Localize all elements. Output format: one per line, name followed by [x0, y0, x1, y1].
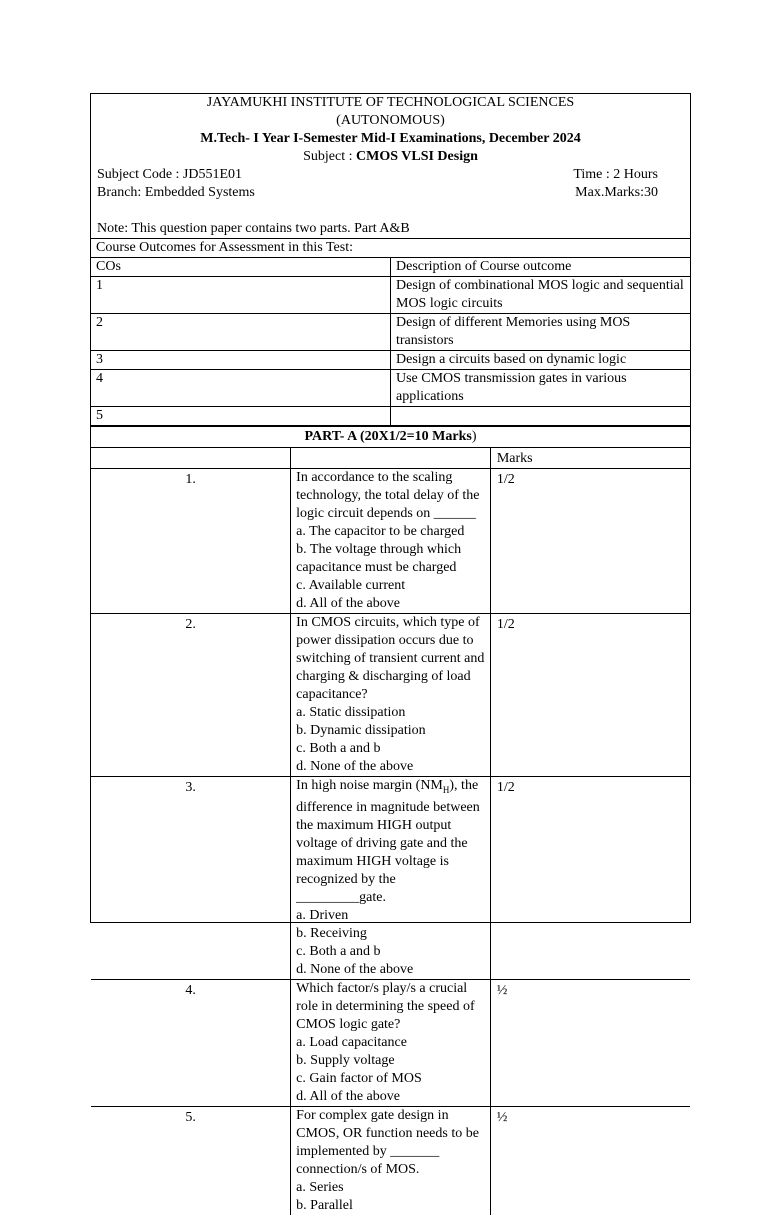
question-number: 3.: [91, 777, 291, 980]
branch-marks-row: [97, 184, 684, 202]
option: d. All of the above: [296, 1088, 400, 1104]
exam-time: Time : 2 Hours: [573, 167, 658, 182]
subject-line: [97, 148, 684, 166]
question-row: [91, 1106, 690, 1215]
co-description: [391, 407, 691, 426]
part-a-title-close: ): [471, 429, 477, 444]
co-row: [91, 407, 690, 426]
question-body: [291, 469, 491, 614]
marks-header-row: [91, 448, 690, 469]
paper-header: [91, 94, 690, 238]
option: b. Receiving: [296, 925, 367, 941]
question-number: 2.: [91, 614, 291, 777]
question-text: In accordance to the scaling technology, the total delay of the logic circuit depends on ______: [296, 470, 480, 521]
paper-note: Note: This question paper contains two parts. Part A&B: [97, 221, 410, 236]
option: b. Dynamic dissipation: [296, 723, 426, 738]
question-text-b: ), the difference in magnitude between the maximum HIGH output voltage of driving gate and the maximum HIGH voltage is recognized by the _________gate.: [296, 778, 480, 905]
co-description: Design of different Memories using MOS transistors: [391, 314, 691, 351]
question-marks: ½: [490, 1106, 690, 1215]
option: c. Gain factor of MOS: [296, 1070, 422, 1086]
co-description: Design a circuits based on dynamic logic: [391, 351, 691, 370]
question-text: Which factor/s play/s a crucial role in determining the speed of CMOS logic gate?: [296, 980, 475, 1032]
question-number: 4.: [91, 979, 291, 1106]
co-number: 1: [91, 277, 391, 314]
marks-header: Marks: [490, 448, 690, 469]
question-row: [91, 469, 690, 614]
branch: Branch: Embedded Systems: [97, 185, 255, 200]
question-number: 1.: [91, 469, 291, 614]
option: d. None of the above: [296, 961, 414, 977]
subject-prefix: Subject :: [303, 149, 356, 164]
co-header-row: [91, 258, 690, 277]
co-number: 2: [91, 314, 391, 351]
institute-name: JAYAMUKHI INSTITUTE OF TECHNOLOGICAL SCIENCES: [206, 95, 575, 110]
question-row: [91, 614, 690, 777]
option: b. Supply voltage: [296, 1052, 395, 1068]
option: a. The capacitor to be charged: [296, 524, 465, 539]
autonomous-label: (AUTONOMOUS): [336, 113, 445, 128]
question-text: In CMOS circuits, which type of power dissipation occurs due to switching of transient current and charging & discharging of load capacitance?: [296, 615, 485, 702]
co-number: 5: [91, 407, 391, 426]
part-a-title-text: PART- A (20X1/2=10 Marks: [304, 429, 472, 444]
co-description: Use CMOS transmission gates in various applications: [391, 370, 691, 407]
part-a-table: [91, 426, 690, 1215]
part-a-title: [91, 427, 690, 448]
question-paper: [90, 93, 691, 1213]
question-marks: ½: [490, 979, 690, 1106]
question-marks: 1/2: [490, 614, 690, 777]
option: a. Static dissipation: [296, 705, 406, 720]
question-text: [296, 777, 485, 907]
option: a. Load capacitance: [296, 1034, 407, 1050]
subject-code: Subject Code : JD551E01: [97, 167, 243, 182]
question-body: [291, 777, 491, 980]
option: c. Both a and b: [296, 741, 381, 756]
question-body: [291, 1106, 491, 1215]
question-text: For complex gate design in CMOS, OR function needs to be implemented by _______ connection/s of MOS.: [296, 1107, 479, 1177]
code-time-row: [97, 166, 684, 184]
option: d. All of the above: [296, 596, 400, 611]
question-text-a: In high noise margin (NM: [296, 778, 443, 793]
question-number: 5.: [91, 1106, 291, 1215]
option: b. The voltage through which capacitance must be charged: [296, 542, 462, 575]
course-outcomes-table: [91, 238, 690, 426]
co-col-header: COs: [91, 258, 391, 277]
co-row: [91, 314, 690, 351]
question-body: [291, 614, 491, 777]
co-row: [91, 351, 690, 370]
option: b. Parallel: [296, 1197, 353, 1213]
co-table-title: Course Outcomes for Assessment in this Test:: [91, 239, 690, 258]
subject-name: CMOS VLSI Design: [356, 149, 478, 164]
co-row: [91, 277, 690, 314]
max-marks: Max.Marks:30: [575, 185, 658, 200]
co-description: Design of combinational MOS logic and sequential MOS logic circuits: [391, 277, 691, 314]
co-desc-header: Description of Course outcome: [391, 258, 691, 277]
co-number: 4: [91, 370, 391, 407]
co-number: 3: [91, 351, 391, 370]
co-row: [91, 370, 690, 407]
option: a. Driven: [296, 907, 349, 923]
question-row: [91, 777, 690, 980]
option: d. None of the above: [296, 759, 414, 774]
exam-title: M.Tech- I Year I-Semester Mid-I Examinations, December 2024: [200, 131, 581, 146]
option: c. Both a and b: [296, 943, 381, 959]
question-marks: 1/2: [490, 469, 690, 614]
question-text-subscript: H: [442, 784, 450, 795]
option: a. Series: [296, 1179, 344, 1195]
question-body: [291, 979, 491, 1106]
option: c. Available current: [296, 578, 406, 593]
question-row: [91, 979, 690, 1106]
question-marks: 1/2: [490, 777, 690, 980]
